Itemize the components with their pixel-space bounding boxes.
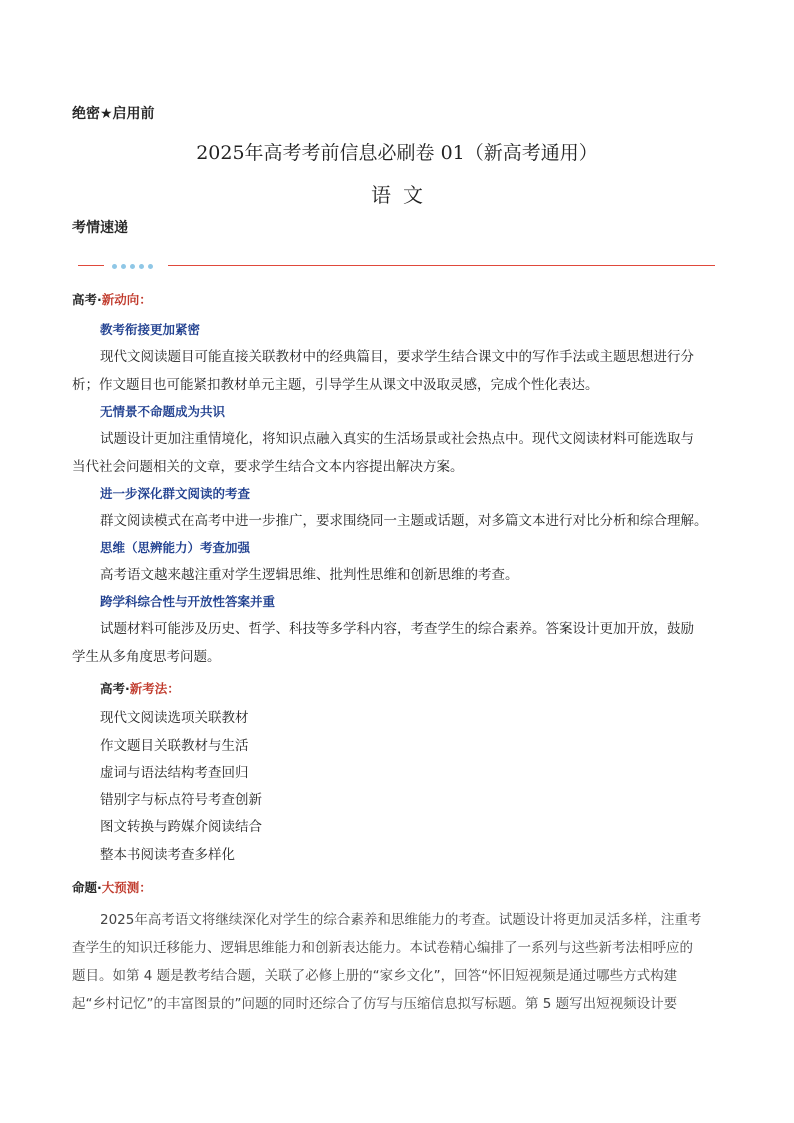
section-prefix: 高考· bbox=[72, 292, 102, 307]
trend-text-2-line2: 当代社会问题相关的文章，要求学生结合文本内容提出解决方案。 bbox=[72, 459, 464, 475]
method-item-1: 现代文阅读选项关联教材 bbox=[100, 710, 249, 726]
trend-text-4-line1: 高考语文越来越注重对学生逻辑思维、批判性思维和创新思维的考查。 bbox=[100, 567, 519, 583]
trend-text-5-line2: 学生从多角度思考问题。 bbox=[72, 649, 221, 665]
divider-dots bbox=[112, 261, 153, 271]
section-new-trends-heading bbox=[72, 290, 152, 308]
method-item-6: 整本书阅读考查多样化 bbox=[100, 847, 235, 863]
section-new-methods-heading bbox=[100, 679, 180, 697]
prediction-line-4: 起“乡村记忆”的丰富图景的”问题的同时还综合了仿写与压缩信息拟写标题。第 5 题写出短视频设计要 bbox=[72, 996, 678, 1012]
divider-line-left bbox=[78, 265, 104, 266]
trend-title-5: 跨学科综合性与开放性答案并重 bbox=[100, 594, 276, 609]
trend-text-3-line1: 群文阅读模式在高考中进一步推广，要求围绕同一主题或话题，对多篇文本进行对比分析和综合理解。 bbox=[100, 513, 708, 529]
confidential-label: 绝密★启用前 bbox=[72, 106, 155, 122]
trend-title-1: 教考衔接更加紧密 bbox=[100, 322, 201, 337]
dot-icon bbox=[148, 264, 153, 269]
section-prediction-heading bbox=[72, 878, 152, 896]
trend-text-2-line1: 试题设计更加注重情境化，将知识点融入真实的生活场景或社会热点中。现代文阅读材料可能选取与 bbox=[100, 431, 694, 447]
section-label: 大预测： bbox=[101, 880, 152, 895]
trend-title-3: 进一步深化群文阅读的考查 bbox=[100, 486, 251, 501]
prediction-line-3: 题目。如第 4 题是教考结合题，关联了必修上册的“家乡文化”，回答“怀旧短视频是通过哪些方式构建 bbox=[72, 968, 678, 984]
page-title: 2025年高考考前信息必刷卷 01（新高考通用） bbox=[196, 142, 598, 164]
section-intro-heading: 考情速递 bbox=[72, 220, 128, 236]
method-item-3: 虚词与语法结构考查回归 bbox=[100, 765, 249, 781]
method-item-2: 作文题目关联教材与生活 bbox=[100, 738, 249, 754]
method-item-4: 错别字与标点符号考查创新 bbox=[100, 792, 262, 808]
subject-title: 语文 bbox=[371, 183, 435, 207]
dot-icon bbox=[130, 264, 135, 269]
divider-line-right bbox=[168, 265, 715, 266]
trend-text-1-line1: 现代文阅读题目可能直接关联教材中的经典篇目，要求学生结合课文中的写作手法或主题思想进行分 bbox=[100, 349, 694, 365]
trend-text-1-line2: 析；作文题目也可能紧扣教材单元主题，引导学生从课文中汲取灵感，完成个性化表达。 bbox=[72, 377, 599, 393]
dot-icon bbox=[139, 264, 144, 269]
decorative-divider bbox=[78, 261, 715, 271]
trend-title-2: 无情景不命题成为共识 bbox=[100, 404, 226, 419]
section-prefix: 命题· bbox=[72, 880, 102, 895]
prediction-line-1: 2025年高考语文将继续深化对学生的综合素养和思维能力的考查。试题设计将更加灵活多样，注重考 bbox=[100, 912, 702, 928]
dot-icon bbox=[121, 264, 126, 269]
section-prefix: 高考· bbox=[100, 681, 130, 696]
method-item-5: 图文转换与跨媒介阅读结合 bbox=[100, 819, 262, 835]
dot-icon bbox=[112, 264, 117, 269]
section-label: 新考法： bbox=[129, 681, 180, 696]
prediction-line-2: 查学生的知识迁移能力、逻辑思维能力和创新表达能力。本试卷精心编排了一系列与这些新考法相呼应的 bbox=[72, 940, 693, 956]
trend-title-4: 思维（思辨能力）考查加强 bbox=[100, 540, 251, 555]
trend-text-5-line1: 试题材料可能涉及历史、哲学、科技等多学科内容，考查学生的综合素养。答案设计更加开放，鼓励 bbox=[100, 621, 694, 637]
section-label: 新动向： bbox=[101, 292, 152, 307]
